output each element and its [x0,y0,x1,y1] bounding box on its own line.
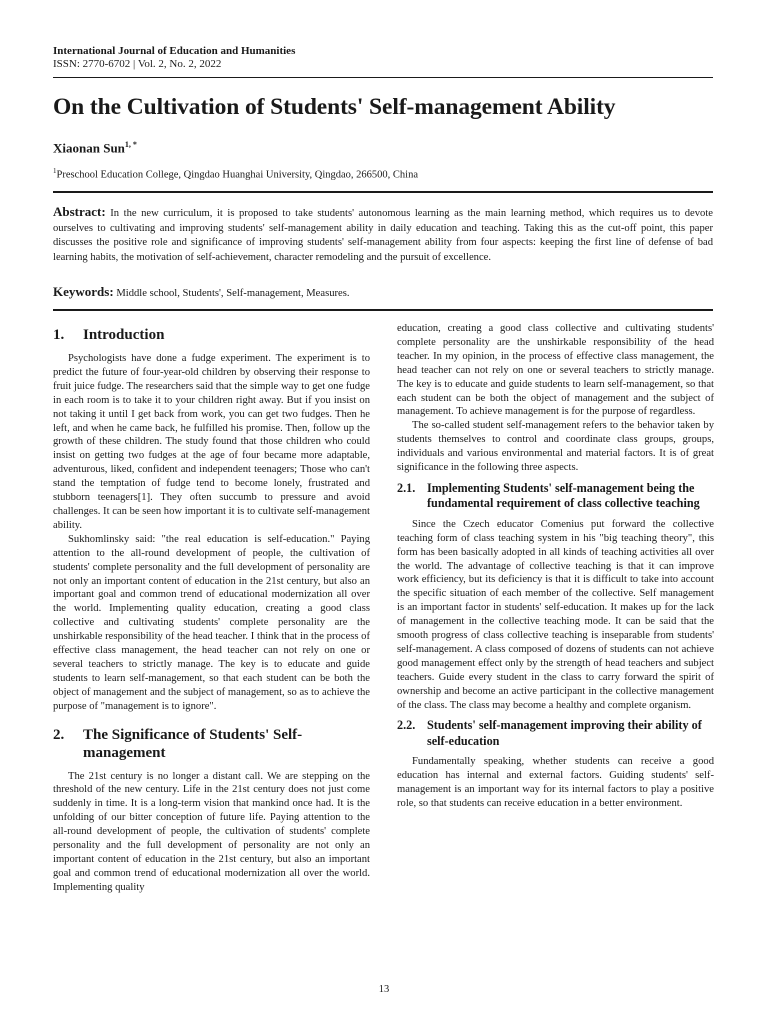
author-line [53,140,137,156]
page-number: 13 [378,984,390,995]
affiliation [53,167,418,181]
subsection-title: Implementing Students' self-management being the fundamental requirement of class collective teaching [427,480,700,511]
keywords-text: Middle school, Students', Self-management, Measures. [116,288,350,299]
subsection-number: 2.2. [397,718,416,733]
header-rule [53,77,713,78]
subsection-number: 2.1. [397,480,416,495]
section-number: 2. [53,726,65,743]
paragraph-continued: education, creating a good class collective and cultivating students' complete personality are the unshirkable responsibility of the head teacher. In my opinion, in the process of effective class management, the head teacher can not rely on one or several teachers to strictly manage. The key is to educate and guide students to learn self-management, so that each student can be both the object of management and the subject of management. To achieve management is for the purpose of regardless. [397,323,714,418]
issn-line: ISSN: 2770-6702 | Vol. 2, No. 2, 2022 [53,58,222,70]
journal-header [53,45,295,71]
paragraph: The so-called student self-management refers to the behavior taken by students themselves to control and coordinate class groups, groups, individuals and various environmental and material factors. It is of great significance in the following three aspects. [397,420,714,474]
affiliation-mark: 1 [53,167,57,175]
paragraph: The 21st century is no longer a distant call. We are stepping on the threshold of the new century. Life in the 21st century does not just come suddenly in time. It is a long-term vision that mankind once had. It is the unfolding of our bitter conception of future life. Paying attention to the all-round development of people, the cultivation of students' complete personality and the full development of personality are not only an important content of education in the 21st century, but also an important goal and common trend of educational modernization all over the world. Implementing quality [53,770,370,893]
abstract-top-rule [53,191,713,193]
author-marks: 1, * [124,140,137,149]
subsection-heading-2-1 [397,481,714,512]
author-name: Xiaonan Sun [53,140,125,156]
keywords [53,284,713,300]
right-column [397,322,714,811]
keywords-label: Keywords: [53,284,114,299]
affiliation-text: Preschool Education College, Qingdao Huanghai University, Qingdao, 266500, China [56,169,419,181]
abstract-label: Abstract: [53,204,106,219]
left-column [53,322,370,895]
section-number: 1. [53,327,65,343]
subsection-heading-2-2 [397,718,714,749]
paragraph: Sukhomlinsky said: "the real education is self-education." Paying attention to the all-round development of people, the cultivation of students' complete personality and the full development of personality are not only an important content of education in the 21st century, but also an important goal and common trend of educational modernization all over the world. Implementing quality education, creating a good class collective and cultivating students' complete personality are the unshirkable responsibility of the head teacher. I think that in the process of effective class management, the head teacher can not rely on one or several teachers to strictly manage. The key is to educate and guide students to learn self-management, so that each student can be both the object of management and the subject of management, so as to achieve the purpose of "management is to ignore". [53,533,370,712]
keywords-bottom-rule [53,309,713,311]
paragraph: Fundamentally speaking, whether students can receive a good education has internal and external factors. Guiding students' self-management is an important way for its internal factors to play a positive role, so that students can receive education in a better environment. [397,756,714,809]
section-heading-significance [53,726,370,762]
journal-name: International Journal of Education and Humanities [53,45,296,57]
paragraph: Since the Czech educator Comenius put forward the collective teaching form of class teaching system in his "big teaching theory", this form has been basically adopted in all kinds of teaching activities all over the world. The advantage of collective teaching is that it can improve work efficiency, but its deficiency is that it is difficult to take into account the specific situation of each member of the collective. Self management is an important factor in students' self-education. It makes up for the lack of management in the collective teaching mode. It can be said that the smooth progress of class collective teaching is inseparable from students' self-management. A class composed of dozens of students can not achieve good management effect only by the strength of head teachers and subject teachers. Guide every student in the class to carry forward the spirit of ownership and become an active participant in the collective management of the class. The class may become a healthy and complete organism. [397,518,714,711]
section-title: Introduction [83,327,165,343]
paragraph: Psychologists have done a fudge experiment. The experiment is to predict the future of four-year-old children by observing their response to fruit juice fudge. The researchers said that the simple way to get one fudge in each room is to take it to your children right away. But if you insist on not taking it until I get back from work, you can get two fudges. Then he left, and when he came back, he fulfilled his promise. Then, follow up the growth of these children. The study found that those children who could insist on getting two fudges at the age of four became more adaptable, adventurous, liked, confident and independent teenagers; Those who can't stand the temptation of fudge tend to become lonely, frustrated and stubborn teenagers[1]. They often succumb to pressure and avoid challenges. It can be seen how important it is to cultivate self-management ability. [53,353,370,531]
section-title: The Significance of Students' Self-management [83,726,303,761]
abstract-text: In the new curriculum, it is proposed to take students' autonomous learning as the main learning method, which requires us to devote ourselves to cultivating and improving students' self-management ability in daily education and teaching. Taking this as the cut-off point, this paper discusses the positive role and significance of improving students' self-management ability from four aspects: keeping the first line of defense of bad learning habits, the motivation of self-achievement, character remodeling and the pursuit of excellence. [53,208,713,263]
abstract [53,205,713,265]
section-heading-introduction [53,326,370,344]
paper-title: On the Cultivation of Students' Self-management Ability [53,94,616,120]
subsection-title: Students' self-management improving their ability of self-education [427,718,702,748]
